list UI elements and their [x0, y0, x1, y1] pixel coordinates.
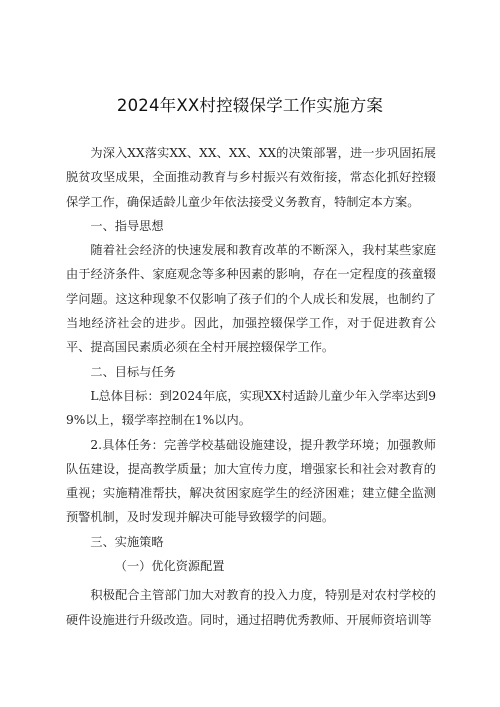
guiding-ideology-paragraph: 随着社会经济的快速发展和教育改革的不断深入，我村某些家庭由于经济条件、家庭观念等多种因素的影响，存在一定程度的孩童辍学问题。这这种现象不仅影响了孩子们的个人成长和发展，也制约了当地经济社会的进步。因此，加强控辍保学工作，对于促进教育公平、提高国民素质必须在全村开展控辍保学工作。: [66, 243, 436, 355]
overall-goal-paragraph: L总体目标：到2024年底，实现XX村适龄儿童少年入学率达到99%以上，辍学率控制在1%以内。: [66, 388, 436, 428]
subsection-heading-optimize-resources: （一）优化资源配置: [114, 559, 225, 574]
document-body: [66, 141, 436, 632]
section-heading-goals-tasks: 二、目标与任务: [90, 364, 176, 379]
intro-paragraph: 为深入XX落实XX、XX、XX、XX的决策部署，进一步巩固拓展脱贫攻坚成果，全面推动教育与乡村振兴有效衔接，常态化抓好控辍保学工作，确保适龄儿童少年依法接受义务教育，特制定本方案。: [66, 146, 436, 209]
document-title: 2024年XX村控辍保学工作实施方案: [116, 96, 384, 115]
section-heading-guiding-ideology: 一、指导思想: [90, 218, 164, 233]
specific-tasks-paragraph: 2.具体任务：完善学校基础设施建设，提升教学环境；加强教师队伍建设，提高教学质量；加大宣传力度，增强家长和社会对教育的重视；实施精准帮扶，解决贫困家庭学生的经济困难；建立健全监测预警机制，及时发现并解决可能导致辍学的问题。: [66, 437, 436, 525]
section-heading-implementation: 三、实施策略: [90, 534, 164, 549]
optimize-resources-paragraph: 积极配合主管部门加大对教育的投入力度，特别是对农村学校的硬件设施进行升级改造。同时，通过招聘优秀教师、开展师资培训等: [66, 588, 436, 627]
